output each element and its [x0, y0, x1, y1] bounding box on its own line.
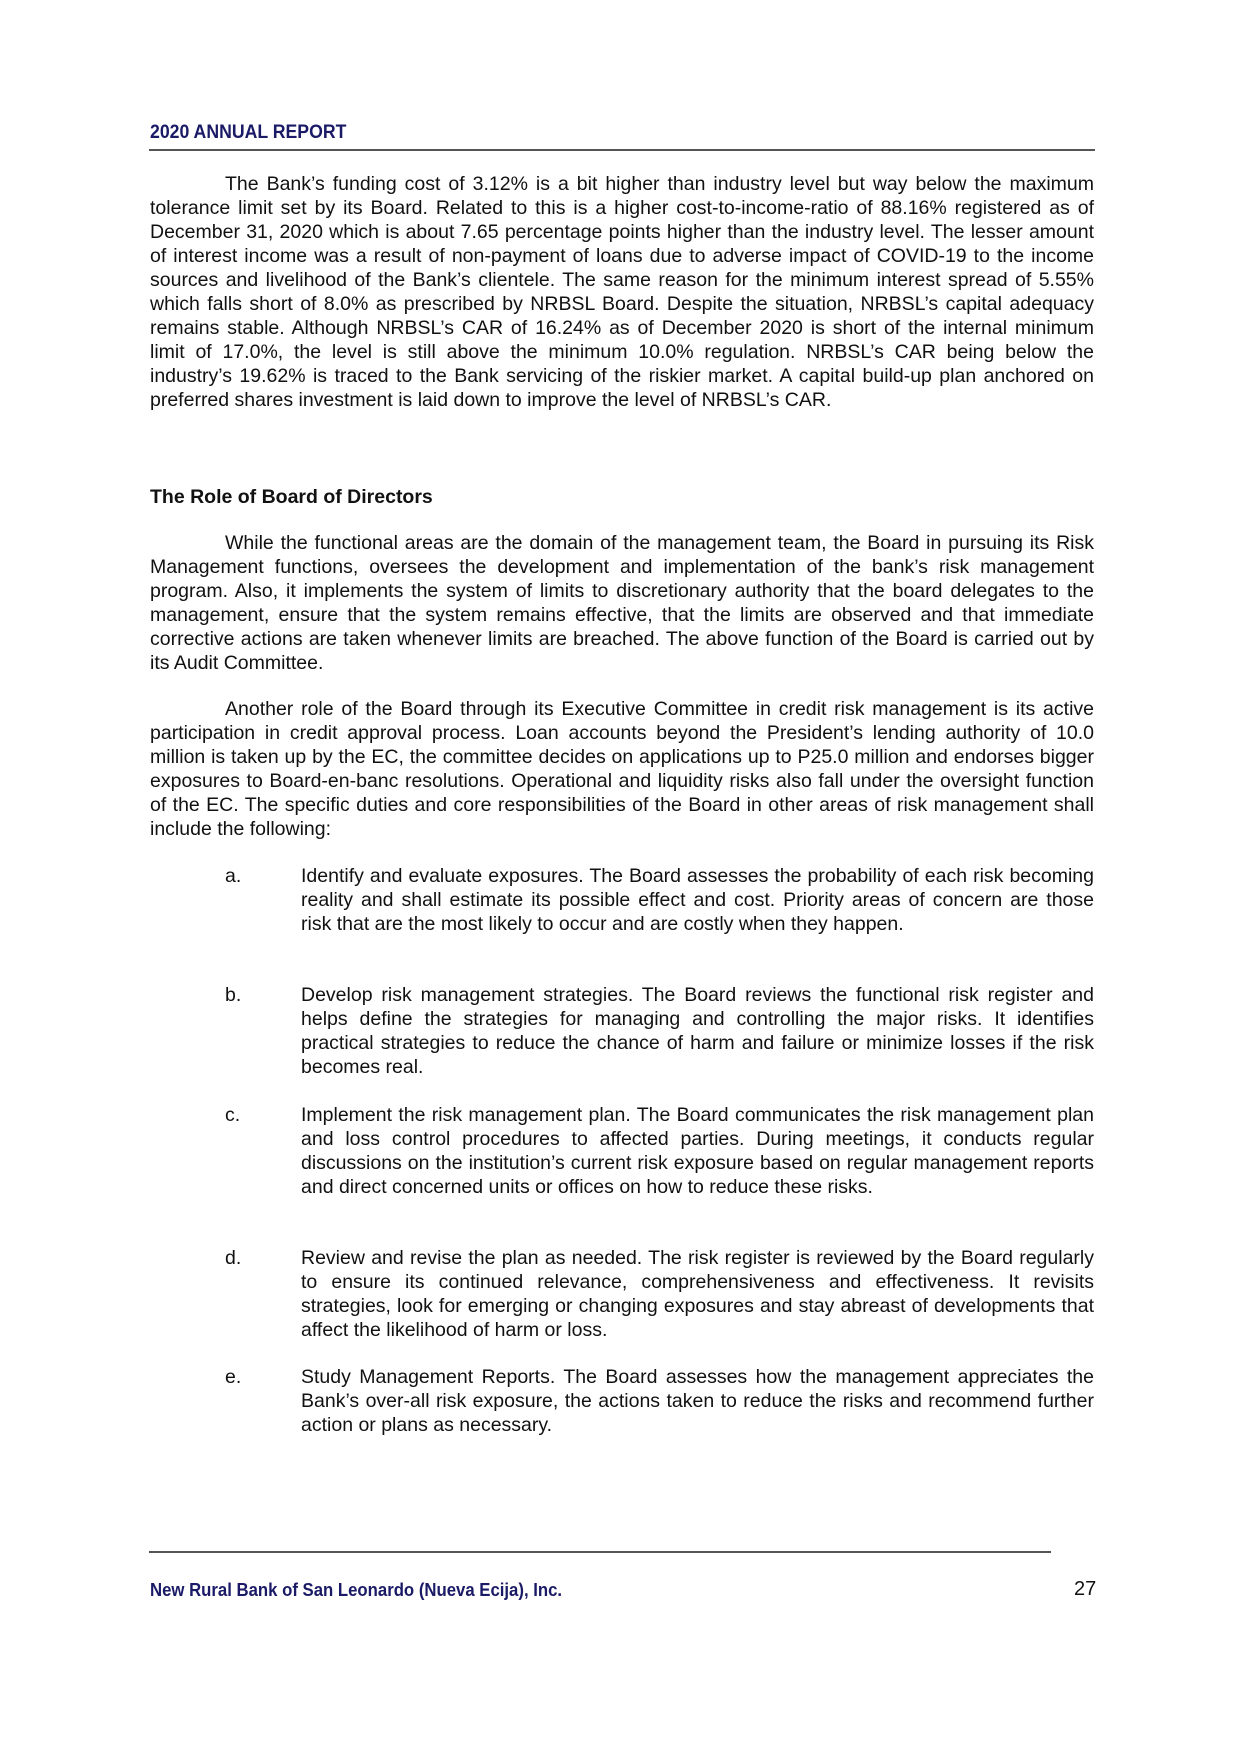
list-marker: c. — [225, 1104, 241, 1126]
list-marker: d. — [225, 1247, 242, 1269]
paragraph-executive-committee — [150, 697, 1094, 841]
footer-organization: New Rural Bank of San Leonardo (Nueva Ecija), Inc. — [150, 1580, 563, 1600]
footer-divider — [149, 1551, 1051, 1553]
list-marker: e. — [225, 1366, 242, 1388]
header-divider — [149, 149, 1095, 151]
paragraph-board-role — [150, 531, 1094, 675]
paragraph-text: While the functional areas are the domain of the management team, the Board in pursuing its Risk Management functions, oversees the development and implementation of the bank’s risk management program. Also, it implements the system of limits to discretionary authority that the board delegates to the management, ensure that the system remains effective, that the limits are observed and that immediate corrective actions are taken whenever limits are breached. The above function of the Board is carried out by its Audit Committee. — [150, 532, 1094, 674]
list-text: Develop risk management strategies. The Board reviews the functional risk register and helps define the strategies for managing and controlling the major risks. It identifies practical strategies to reduce the chance of harm and failure or minimize losses if the risk becomes real. — [301, 984, 1094, 1078]
paragraph-text: The Bank’s funding cost of 3.12% is a bit higher than industry level but way below the maximum tolerance limit set by its Board. Related to this is a higher cost-to-income-ratio of 88.16% registered as of December 31, 2020 which is about 7.65 percentage points higher than the industry level. The lesser amount of interest income was a result of non-payment of loans due to adverse impact of COVID-19 to the income sources and livelihood of the Bank’s clientele. The same reason for the minimum interest spread of 5.55% which falls short of 8.0% as prescribed by NRBSL Board. Despite the situation, NRBSL’s capital adequacy remains stable. Although NRBSL’s CAR of 16.24% as of December 2020 is short of the internal minimum limit of 17.0%, the level is still above the minimum 10.0% regulation. NRBSL’s CAR being below the industry’s 19.62% is traced to the Bank servicing of the riskier market. A capital build-up plan anchored on preferred shares investment is laid down to improve the level of NRBSL’s CAR. — [150, 173, 1094, 411]
page-number: 27 — [1074, 1578, 1097, 1600]
list-text: Study Management Reports. The Board assesses how the management appreciates the Bank’s over-all risk exposure, the actions taken to reduce the risks and recommend further action or plans as necessary. — [301, 1366, 1094, 1436]
list-text: Identify and evaluate exposures. The Board assesses the probability of each risk becoming reality and shall estimate its possible effect and cost. Priority areas of concern are those risk that are the most likely to occur and are costly when they happen. — [301, 865, 1094, 935]
list-text: Implement the risk management plan. The Board communicates the risk management plan and loss control procedures to affected parties. During meetings, it conducts regular discussions on the institution’s current risk exposure based on regular management reports and direct concerned units or offices on how to reduce these risks. — [301, 1104, 1094, 1198]
section-heading: The Role of Board of Directors — [150, 486, 433, 508]
list-marker: b. — [225, 984, 242, 1006]
running-header-title: 2020 ANNUAL REPORT — [150, 122, 347, 143]
list-text: Review and revise the plan as needed. The risk register is reviewed by the Board regularly to ensure its continued relevance, comprehensiveness and effectiveness. It revisits strategies, look for emerging or changing exposures and stay abreast of developments that affect the likelihood of harm or loss. — [301, 1247, 1094, 1341]
paragraph-funding-cost — [150, 172, 1094, 412]
list-marker: a. — [225, 865, 242, 887]
paragraph-text: Another role of the Board through its Executive Committee in credit risk management is its active participation in credit approval process. Loan accounts beyond the President’s lending authority of 10.0 million is taken up by the EC, the committee decides on applications up to P25.0 million and endorses bigger exposures to Board-en-banc resolutions. Operational and liquidity risks also fall under the oversight function of the EC. The specific duties and core responsibilities of the Board in other areas of risk management shall include the following: — [150, 698, 1094, 840]
